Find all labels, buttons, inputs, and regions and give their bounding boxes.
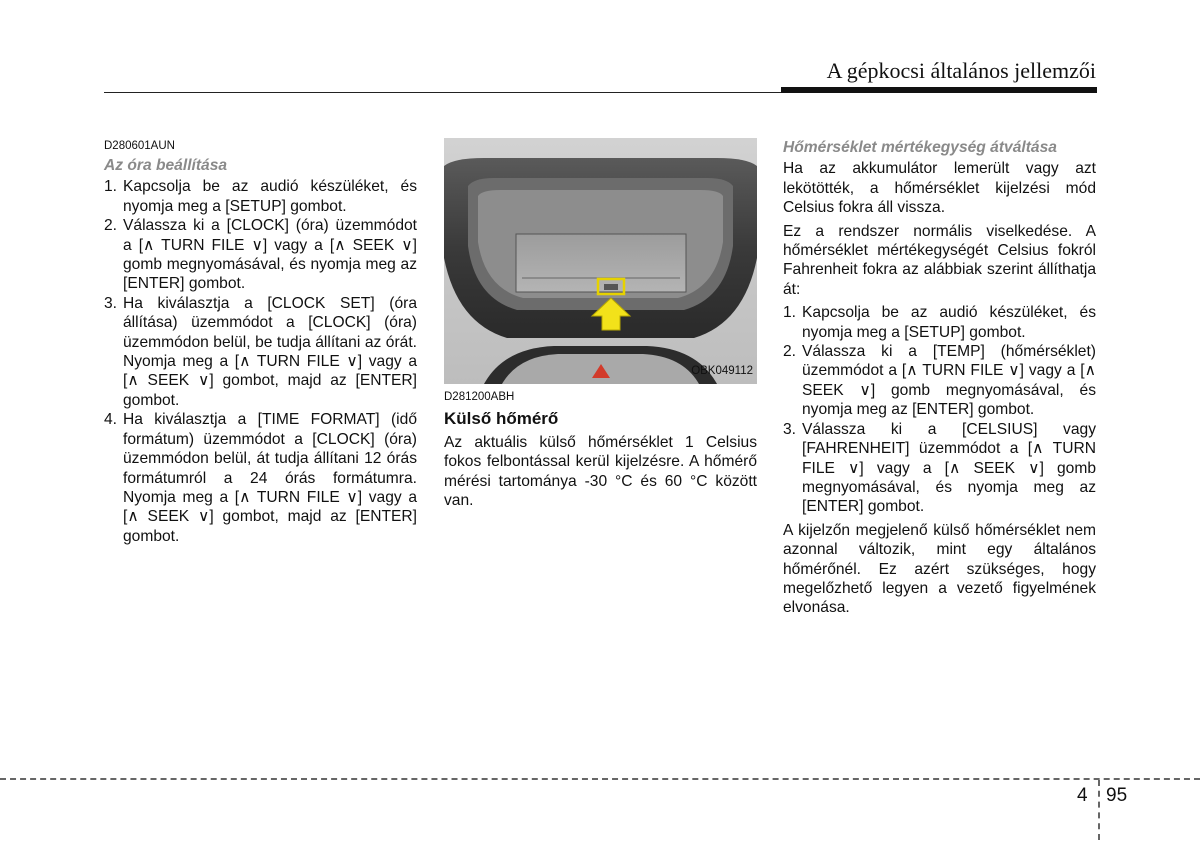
- paragraph: Az aktuális külső hőmérséklet 1 Celsius fokos felbontással kerül kijelzésre. A hőmérő mérési tartománya -30 °C és 60 °C között van.: [444, 434, 757, 510]
- list-item-text: Ha kiválasztja a [TIME FORMAT] (idő formátum) üzemmódot a [CLOCK] (óra) üzemmódon belül, át tudja állítani 12 órás formátumról a 24 órás formátumra. Nyomja meg a [∧ TURN FILE ∨] vagy a [∧ SEEK ∨] gombot, majd az [ENTER] gombot.: [123, 411, 417, 545]
- dashboard-display-figure: [444, 138, 757, 384]
- list-item-text: Válassza ki a [TEMP] (hőmérséklet) üzemmódot a [∧ TURN FILE ∨] vagy a [∧ SEEK ∨] gomb megnyomásával, és nyomja meg az [ENTER] gombot.: [802, 343, 1096, 419]
- section-code: D280601AUN: [104, 140, 175, 152]
- list-item: [783, 342, 1096, 420]
- list-item-text: Kapcsolja be az audió készüléket, és nyomja meg a [SETUP] gombot.: [123, 178, 417, 215]
- list-item: [104, 410, 417, 546]
- list-item-text: Ha kiválasztja a [CLOCK SET] (óra állítása) üzemmódot a [CLOCK] (óra) üzemmódon belül, be tudja állítani az órát. Nyomja meg a [∧ TURN FILE ∨] vagy a [∧ SEEK ∨] gombot, majd az [ENTER] gombot.: [123, 294, 417, 409]
- footer-vertical-divider: [1098, 780, 1100, 840]
- steps-list: [104, 177, 417, 546]
- paragraph: A kijelzőn megjelenő külső hőmérséklet nem azonnal változik, mint egy általános hőmérőnél. Ez azért szükséges, hogy megelőzhető legyen a vezető figyelmének elvonása.: [783, 521, 1096, 617]
- list-item-number: 1.: [104, 178, 118, 196]
- section-title: Külső hőmérő: [444, 409, 559, 428]
- steps-list: [783, 303, 1096, 516]
- footer-divider: [0, 778, 1200, 780]
- chapter-number: 4: [1077, 785, 1088, 806]
- list-item-number: 2.: [104, 217, 118, 235]
- list-item: [104, 177, 417, 216]
- list-item-text: Válassza ki a [CLOCK] (óra) üzemmódot a [∧ TURN FILE ∨] vagy a [∧ SEEK ∨] gomb megnyomásával, és nyomja meg az [ENTER] gombot.: [123, 217, 417, 293]
- right-column: [783, 138, 1096, 622]
- page-header-title: A gépkocsi általános jellemzői: [826, 58, 1096, 83]
- list-item-number: 3.: [783, 420, 797, 438]
- header-divider-bold: [781, 87, 1097, 93]
- list-item-number: 1.: [783, 304, 797, 322]
- list-item-text: Kapcsolja be az audió készüléket, és nyomja meg a [SETUP] gombot.: [802, 304, 1096, 341]
- left-column: [104, 138, 417, 546]
- dashboard-illustration: [444, 138, 757, 384]
- list-item: [104, 216, 417, 294]
- header-divider: [104, 92, 781, 93]
- middle-column: [444, 138, 757, 515]
- section-code: D281200ABH: [444, 391, 515, 403]
- list-item-number: 3.: [104, 294, 118, 312]
- list-item-number: 2.: [783, 343, 797, 361]
- list-item: [783, 303, 1096, 342]
- list-item-text: Válassza ki a [CELSIUS] vagy [FAHRENHEIT] üzemmódot a [∧ TURN FILE ∨] vagy a [∧ SEEK ∨] gomb megnyomásával, és nyomja meg az [ENTER] gombot.: [802, 420, 1096, 516]
- section-subtitle: Az óra beállítása: [104, 157, 228, 174]
- list-item: [783, 420, 1096, 517]
- paragraph: Ez a rendszer normális viselkedése. A hőmérséklet mértékegységét Celsius fokról Fahrenheit fokra az alábbiak szerint állíthatja át:: [783, 222, 1096, 298]
- figure-label: OBK049112: [691, 364, 753, 377]
- paragraph: Ha az akkumulátor lemerült vagy azt lekötötték, a hőmérséklet kijelzési mód Celsius fokra áll vissza.: [783, 160, 1096, 217]
- list-item-number: 4.: [104, 411, 118, 429]
- list-item: [104, 294, 417, 410]
- page-number: 95: [1106, 785, 1128, 806]
- section-subtitle: Hőmérséklet mértékegység átváltása: [783, 139, 1057, 156]
